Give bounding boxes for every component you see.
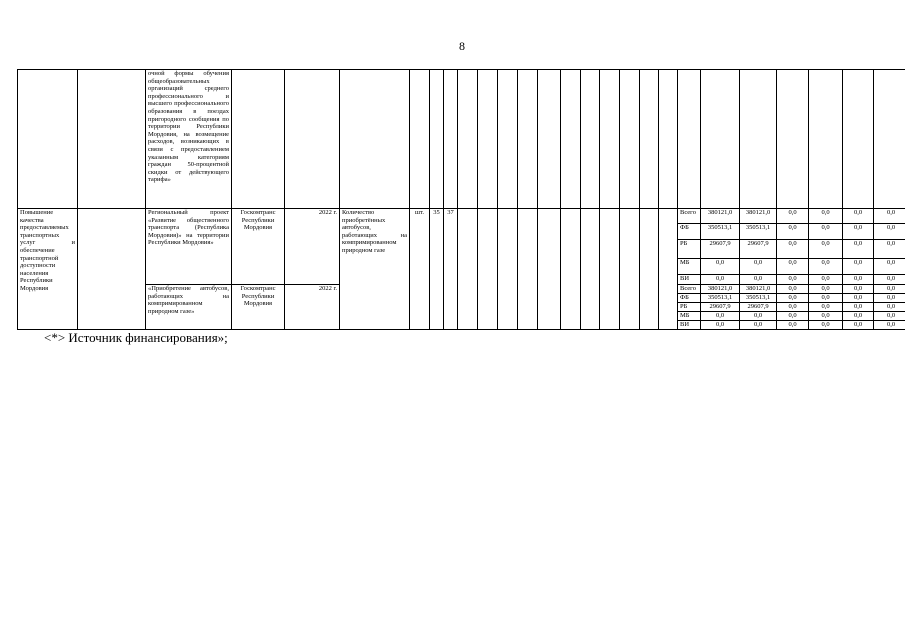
- finance-year-4: 0,0: [843, 224, 874, 240]
- finance-year-1: 380121,0: [740, 285, 777, 294]
- finance-year-4: 0,0: [843, 285, 874, 294]
- finance-year-5: 0,0: [874, 275, 905, 285]
- measure-name: «Приобретение автобусов, работающих на компримированном природном газе»: [146, 285, 232, 330]
- finance-year-1: 350513,1: [740, 224, 777, 240]
- project-year: 2022 г.: [285, 209, 340, 285]
- finance-year-2: 0,0: [777, 312, 809, 321]
- indicator-unit: шт.: [410, 209, 430, 330]
- finance-year-3: 0,0: [809, 209, 843, 224]
- finance-year-4: 0,0: [843, 294, 874, 303]
- finance-total: 380121,0: [701, 285, 740, 294]
- finance-year-4: 0,0: [843, 240, 874, 259]
- finance-year-5: 0,0: [874, 312, 905, 321]
- page-number: 8: [459, 39, 465, 53]
- finance-total: 0,0: [701, 312, 740, 321]
- finance-year-1: 380121,0: [740, 209, 777, 224]
- finance-year-3: 0,0: [809, 312, 843, 321]
- finance-year-5: 0,0: [874, 303, 905, 312]
- finance-source: ФБ: [678, 294, 701, 303]
- finance-year-2: 0,0: [777, 259, 809, 275]
- program-table: [17, 69, 905, 330]
- finance-total: 0,0: [701, 259, 740, 275]
- finance-year-3: 0,0: [809, 303, 843, 312]
- finance-year-5: 0,0: [874, 240, 905, 259]
- finance-year-1: 29607,9: [740, 303, 777, 312]
- finance-total: 350513,1: [701, 224, 740, 240]
- finance-year-2: 0,0: [777, 294, 809, 303]
- project-name: Региональный проект «Развитие общественного транспорта (Республика Мордовия)» на территории Республики Мордовия»: [146, 209, 232, 285]
- finance-total: 29607,9: [701, 303, 740, 312]
- finance-year-4: 0,0: [843, 303, 874, 312]
- finance-year-5: 0,0: [874, 224, 905, 240]
- finance-year-2: 0,0: [777, 321, 809, 330]
- finance-year-4: 0,0: [843, 259, 874, 275]
- finance-year-1: 29607,9: [740, 240, 777, 259]
- finance-total: 350513,1: [701, 294, 740, 303]
- finance-year-3: 0,0: [809, 275, 843, 285]
- finance-total: 0,0: [701, 321, 740, 330]
- finance-year-5: 0,0: [874, 209, 905, 224]
- finance-year-3: 0,0: [809, 224, 843, 240]
- finance-source: МБ: [678, 312, 701, 321]
- finance-source: ВИ: [678, 321, 701, 330]
- task-name: Повышение качества предоставляемых транспортных услуг и обеспечение транспортной доступности населения Республики Мордовия: [18, 209, 78, 330]
- finance-source: МБ: [678, 259, 701, 275]
- finance-year-2: 0,0: [777, 224, 809, 240]
- finance-total: 29607,9: [701, 240, 740, 259]
- finance-year-3: 0,0: [809, 240, 843, 259]
- finance-year-3: 0,0: [809, 259, 843, 275]
- finance-year-5: 0,0: [874, 259, 905, 275]
- finance-source: РБ: [678, 240, 701, 259]
- indicator-value-a: 35: [430, 209, 444, 330]
- finance-year-1: 0,0: [740, 312, 777, 321]
- finance-year-2: 0,0: [777, 209, 809, 224]
- finance-year-5: 0,0: [874, 321, 905, 330]
- finance-year-1: 0,0: [740, 275, 777, 285]
- finance-year-2: 0,0: [777, 275, 809, 285]
- project-executor: Госкомтранс Республики Мордовия: [232, 209, 285, 285]
- finance-total: 0,0: [701, 275, 740, 285]
- finance-year-1: 0,0: [740, 321, 777, 330]
- footnote: <*> Источник финансирования»;: [44, 330, 228, 345]
- finance-year-3: 0,0: [809, 294, 843, 303]
- indicator-value-b: 37: [444, 209, 458, 330]
- finance-year-5: 0,0: [874, 285, 905, 294]
- project-finance-row: [18, 209, 905, 224]
- measure-year: 2022 г.: [285, 285, 340, 330]
- finance-source: Всего: [678, 209, 701, 224]
- continuation-description: очной формы обучения общеобразовательных организаций среднего профессионального и высшего профессионального образования в поездах пригородного сообщения по территории Республики Мордовия, на возмещение расходов, возникающих в связи с предоставлением указанным категориям граждан 50-процентной скидки от действующего тарифа»: [146, 70, 232, 209]
- finance-total: 380121,0: [701, 209, 740, 224]
- finance-year-3: 0,0: [809, 285, 843, 294]
- finance-source: Всего: [678, 285, 701, 294]
- finance-source: ФБ: [678, 224, 701, 240]
- finance-year-1: 350513,1: [740, 294, 777, 303]
- finance-source: РБ: [678, 303, 701, 312]
- continuation-row: [18, 70, 905, 209]
- finance-year-2: 0,0: [777, 285, 809, 294]
- finance-year-4: 0,0: [843, 275, 874, 285]
- finance-year-3: 0,0: [809, 321, 843, 330]
- finance-year-2: 0,0: [777, 240, 809, 259]
- finance-source: ВИ: [678, 275, 701, 285]
- indicator-name: Количество приобретённых автобусов, работающих на компримированном природном газе: [340, 209, 410, 330]
- finance-year-2: 0,0: [777, 303, 809, 312]
- finance-year-4: 0,0: [843, 321, 874, 330]
- finance-year-4: 0,0: [843, 209, 874, 224]
- measure-executor: Госкомтранс Республики Мордовия: [232, 285, 285, 330]
- finance-year-4: 0,0: [843, 312, 874, 321]
- finance-year-5: 0,0: [874, 294, 905, 303]
- finance-year-1: 0,0: [740, 259, 777, 275]
